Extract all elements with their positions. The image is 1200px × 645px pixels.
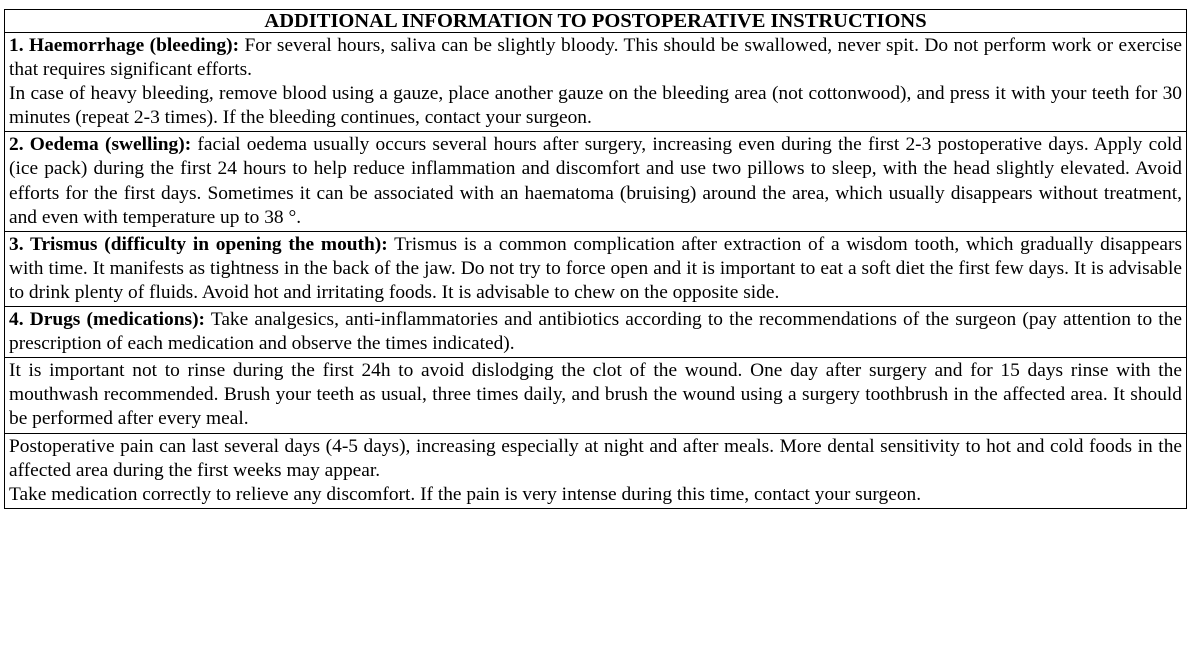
- section-heading: 3. Trismus (difficulty in opening the mouth):: [9, 233, 388, 255]
- section-row-drugs: [5, 307, 1187, 358]
- section-row-oedema: [5, 132, 1187, 231]
- section-row-trismus: [5, 231, 1187, 306]
- section-paragraph: [9, 133, 1182, 229]
- section-paragraph: Take medication correctly to relieve any discomfort. If the pain is very intense during this time, contact your surgeon.: [9, 483, 922, 505]
- title-row: [5, 10, 1187, 33]
- section-cell: [5, 433, 1187, 508]
- section-paragraph: [9, 308, 1182, 356]
- section-row-rinsing: [5, 358, 1187, 433]
- section-text: Trismus is a common complication after extraction of a wisdom tooth, which gradually disappears with time. It manifests as tightness in the back of the jaw. Do not try to force open and it is important to eat a soft diet the first few days. It is advisable to drink plenty of fluids. Avoid hot and irritating foods. It is advisable to chew on the opposite side.: [9, 233, 1182, 303]
- section-cell: [5, 231, 1187, 306]
- section-text: For several hours, saliva can be slightly bloody. This should be swallowed, never spit. Do not perform work or exercise that requires significant efforts.: [9, 35, 1182, 81]
- section-heading: 4. Drugs (medications):: [9, 309, 205, 331]
- section-paragraph: Postoperative pain can last several days (4-5 days), increasing especially at night and after meals. More dental sensitivity to hot and cold foods in the affected area during the first weeks may appear.: [9, 435, 1182, 481]
- section-cell: [5, 132, 1187, 231]
- section-heading: 1. Haemorrhage (bleeding):: [9, 35, 240, 56]
- section-row-haemorrhage: [5, 33, 1187, 132]
- section-cell: [5, 33, 1187, 132]
- section-paragraph: [9, 233, 1182, 305]
- section-heading: 2. Oedema (swelling):: [9, 134, 192, 156]
- section-cell: [5, 307, 1187, 358]
- section-text: facial oedema usually occurs several hours after surgery, increasing even during the first 2-3 postoperative days. Apply cold (ice pack) during the first 24 hours to help reduce inflammation and discomfort and use two pillows to sleep, with the head slightly elevated. Avoid efforts for the first days. Sometimes it can be associated with an haematoma (bruising) around the area, which usually disappears without treatment, and even with temperature up to 38 °.: [9, 134, 1182, 228]
- section-cell: [5, 358, 1187, 433]
- instructions-table: [4, 9, 1187, 509]
- section-paragraph: [9, 34, 1182, 82]
- section-row-pain: [5, 433, 1187, 508]
- document-title: ADDITIONAL INFORMATION TO POSTOPERATIVE INSTRUCTIONS: [5, 10, 1187, 33]
- section-paragraph: It is important not to rinse during the first 24h to avoid dislodging the clot of the wound. One day after surgery and for 15 days rinse with the mouthwash recommended. Brush your teeth as usual, three times daily, and brush the wound using a surgery toothbrush in the affected area. It should be performed after every meal.: [9, 360, 1182, 430]
- section-text: Take analgesics, anti-inflammatories and antibiotics according to the recommendations of the surgeon (pay attention to the prescription of each medication and observe the times indicated).: [9, 309, 1182, 355]
- section-paragraph: In case of heavy bleeding, remove blood using a gauze, place another gauze on the bleeding area (not cottonwood), and press it with your teeth for 30 minutes (repeat 2-3 times). If the bleeding continues, contact your surgeon.: [9, 83, 1182, 129]
